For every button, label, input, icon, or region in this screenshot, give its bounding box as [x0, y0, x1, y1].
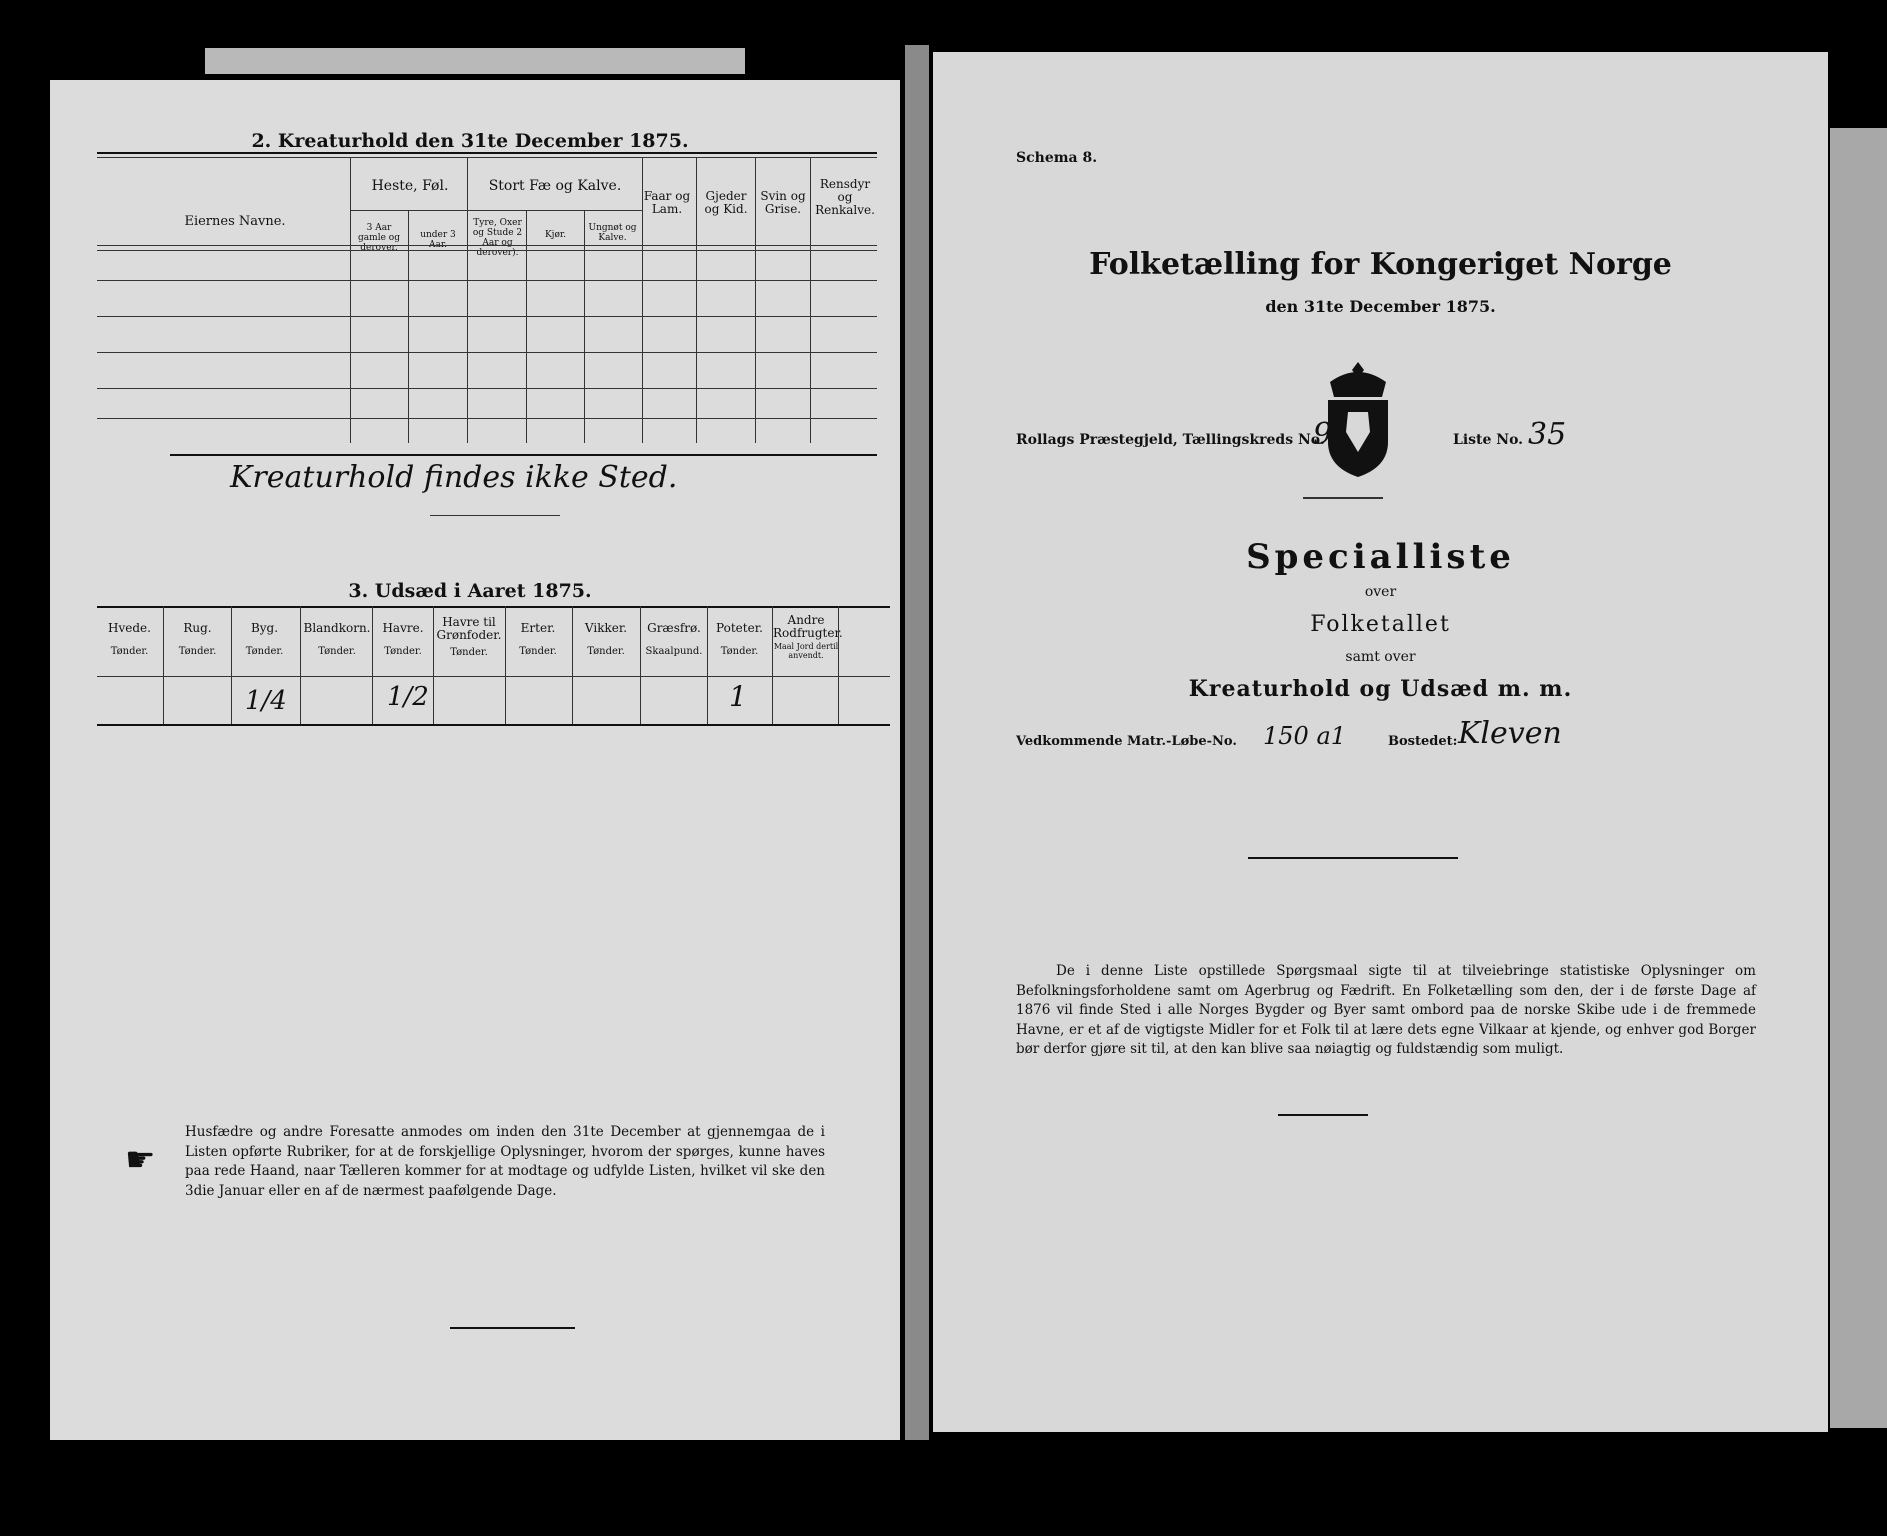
table2-top-line-2 [97, 157, 877, 158]
crop-values-row [97, 680, 890, 726]
t2-col-line [755, 158, 756, 443]
specialliste-title: Specialliste [1246, 537, 1515, 577]
district-label: Rollags Præstegjeld, Tællingskreds No. [1016, 432, 1325, 448]
samt-over: samt over [1345, 649, 1416, 665]
over-1: over [1364, 584, 1397, 600]
crop-col-byg: Byg. Tønder. [245, 621, 284, 657]
page-edge-top [205, 48, 745, 74]
binding-gutter [905, 45, 929, 1440]
t2-col-line [696, 158, 697, 443]
right-page [933, 52, 1828, 1432]
table2-top-line [97, 152, 877, 154]
stortfae-sub1: Tyre, Oxer og Stude 2 Aar og derover). [472, 218, 523, 258]
heste-header: Heste, Føl. [371, 178, 449, 194]
info-paragraph: De i denne Liste opstillede Spørgsmaal sigte til at tilveiebringe statistiske Oplysninger om Befolkningsforholdene samt om Agerbrug og Fædrift. En Folketælling som den, der i de første Dage af 1876 vil finde Sted i alle Norges Bygder og Byer samt ombord paa de norske Skibe ude i de fremmede Havne, er et af de vigtigste Midler for et Folk til at lære dets egne Vilkaar at kjende, og enhver god Borger bør derfor gjøre sit til, at den kan blive saa nøiagtig og fuldstændig som muligt. [1016, 963, 1756, 1057]
crop-col-havre-groenfoder: Havre til Grønfoder. Tønder. [436, 615, 502, 658]
crop-col-andre: Andre Rodfrugter. Maal Jord dertil anvendt. [773, 613, 843, 660]
crop-col-vikker: Vikker. Tønder. [584, 621, 628, 657]
crop-col-havre: Havre. Tønder. [382, 621, 424, 657]
short-divider [1303, 497, 1383, 499]
t2-row-line [97, 352, 877, 353]
t2-row-line [97, 388, 877, 389]
stortfae-sub3: Ungnøt og Kalve. [588, 223, 637, 243]
t2-sub-line [467, 210, 642, 211]
handwritten-note: Kreaturhold findes ikke Sted. [230, 460, 678, 495]
final-divider [1278, 1114, 1368, 1116]
crop-col-blandkorn: Blandkorn. Tønder. [303, 621, 371, 657]
main-title: Folketælling for Kongeriget Norge [1089, 247, 1672, 282]
pointing-hand-icon: ☛ [125, 1140, 156, 1180]
t3-header-bottom [97, 676, 890, 677]
middle-divider [1248, 857, 1458, 859]
section3-title: 3. Udsæd i Aaret 1875. [348, 580, 592, 602]
liste-label: Liste No. [1453, 432, 1524, 448]
table3-bottom-line [97, 724, 890, 726]
t2-col-line [642, 158, 643, 443]
t2-row-line [97, 280, 877, 281]
matr-number: 150 a1 [1263, 722, 1347, 750]
heste-sub1: 3 Aar gamle og derover. [358, 223, 400, 253]
crop-col-poteter: Poteter. Tønder. [716, 621, 763, 657]
t2-header-bottom [97, 245, 877, 246]
gjeder-header: Gjeder og Kid. [704, 189, 748, 216]
crop-value-poteter: 1 [729, 680, 747, 713]
kreaturhold-udsaed: Kreaturhold og Udsæd m. m. [1188, 676, 1573, 702]
t2-col-line [350, 158, 351, 443]
t2-col-line [467, 158, 468, 443]
divider [430, 515, 560, 516]
owners-header: Eiernes Navne. [184, 214, 286, 229]
svin-header: Svin og Grise. [760, 189, 806, 216]
crop-col-graesfroe: Græsfrø. Skaalpund. [645, 621, 703, 657]
crop-col-hvede: Hvede. Tønder. [108, 621, 151, 657]
main-date: den 31te December 1875. [1265, 297, 1496, 316]
table2-bottom-line [170, 454, 877, 456]
matr-label: Vedkommende Matr.-Løbe-No. [1016, 734, 1237, 749]
t2-header-bottom-2 [97, 250, 877, 251]
stortfae-header: Stort Fæ og Kalve. [488, 178, 622, 194]
stortfae-sub2: Kjør. [544, 230, 567, 240]
liste-number: 35 [1528, 417, 1567, 452]
district-number: 9 [1313, 417, 1333, 452]
bottom-divider [450, 1327, 575, 1329]
rensdyr-header: Rensdyr og Renkalve. [815, 177, 875, 217]
section2-title: 2. Kreaturhold den 31te December 1875. [251, 130, 689, 152]
left-page [50, 80, 900, 1440]
crop-value-byg: 1/4 [245, 686, 287, 716]
t2-row-line [97, 316, 877, 317]
schema-label: Schema 8. [1016, 150, 1098, 166]
crop-col-erter: Erter. Tønder. [519, 621, 557, 657]
faar-header: Faar og Lam. [643, 189, 691, 216]
bostedet-label: Bostedet: [1388, 734, 1458, 749]
t2-col-line [810, 158, 811, 443]
heste-sub2: under 3 Aar. [420, 230, 456, 250]
bostedet-value: Kleven [1458, 716, 1562, 751]
crop-col-rug: Rug. Tønder. [178, 621, 217, 657]
page-edge-right [1830, 128, 1887, 1428]
crop-value-havre: 1/2 [387, 682, 429, 712]
t2-row-line [97, 418, 877, 419]
notice-text: Husfædre og andre Foresatte anmodes om inden den 31te December at gjennemgaa de i Listen opførte Rubriker, for at de forskjellige Oplysninger, hvorom der spørges, kunne haves paa rede Haand, naar Tælleren kommer for at modtage og udfylde Listen, hvilket vil ske den 3die Januar eller en af de nærmest paafølgende Dage. [185, 1124, 825, 1199]
folketallet: Folketallet [1310, 612, 1451, 637]
t2-sub-line [350, 210, 467, 211]
